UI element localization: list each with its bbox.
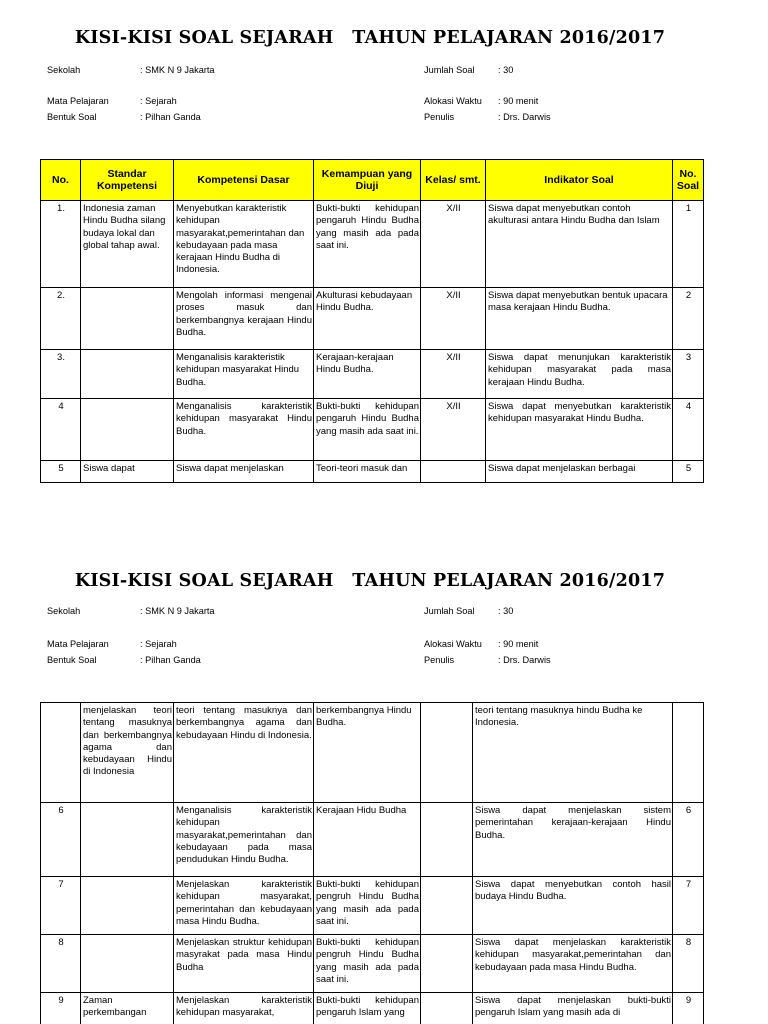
cell-kemampuan: Kerajaan-kerajaan Hindu Budha. — [314, 350, 421, 399]
cell-kemampuan: Kerajaan Hidu Budha — [314, 803, 421, 877]
table-row — [41, 703, 704, 803]
meta-value-alokasi-waktu: : 90 menit — [498, 639, 539, 649]
cell-kemampuan: Bukti-bukti kehidupan pengaruh Islam yang — [314, 993, 421, 1024]
meta-value-sekolah: : SMK N 9 Jakarta — [140, 65, 215, 75]
meta-label-alokasi-waktu: Alokasi Waktu — [424, 96, 482, 106]
cell-kemampuan: berkembangnya Hindu Budha. — [314, 703, 421, 803]
meta-value-penulis: : Drs. Darwis — [498, 112, 551, 122]
cell-kelas — [421, 461, 486, 483]
meta-label-mata-pelajaran: Mata Pelajaran — [47, 639, 109, 649]
cell-kompetensi-dasar: Menjelaskan struktur kehidupan masyrakat pada masa Hindu Budha — [174, 935, 314, 993]
cell-no-soal — [673, 703, 704, 803]
cell-standar-kompetensi — [81, 350, 174, 399]
header-kelas-smt: Kelas/ smt. — [421, 160, 486, 201]
meta-value-alokasi-waktu: : 90 menit — [498, 96, 539, 106]
cell-indikator: Siswa dapat menyebutkan contoh akulturasi antara Hindu Budha dan Islam — [486, 201, 673, 288]
cell-kompetensi-dasar: Menjelaskan karakteristik kehidupan masyarakat, pemerintahan dan kebudayaan masa Hindu Budha. — [174, 877, 314, 935]
cell-standar-kompetensi — [81, 935, 174, 993]
cell-kompetensi-dasar: Siswa dapat menjelaskan — [174, 461, 314, 483]
cell-kompetensi-dasar: Mengolah informasi mengenai proses masuk dan berkembangnya kerajaan Hindu Budha. — [174, 288, 314, 350]
cell-kelas: X/II — [421, 399, 486, 461]
table-row — [41, 993, 704, 1024]
header-no: No. — [41, 160, 81, 201]
cell-kompetensi-dasar: Menganalisis karakteristik kehidupan masyarakat Hindu Budha. — [174, 399, 314, 461]
cell-indikator: Siswa dapat menjelaskan karakteristik kehidupan masyarakat,pemerintahan dan kebudayaan pada masa Hindu Budha. — [473, 935, 673, 993]
cell-indikator: Siswa dapat menjelaskan berbagai — [486, 461, 673, 483]
meta-label-bentuk-soal: Bentuk Soal — [47, 112, 97, 122]
meta-label-sekolah: Sekolah — [47, 65, 81, 75]
cell-no-soal: 8 — [673, 935, 704, 993]
table-row — [41, 288, 704, 350]
meta-label-mata-pelajaran: Mata Pelajaran — [47, 96, 109, 106]
cell-kompetensi-dasar: Menjelaskan karakteristik kehidupan masyarakat, — [174, 993, 314, 1024]
document-page-1 — [0, 0, 768, 500]
cell-kompetensi-dasar: Menyebutkan karakteristik kehidupan masyarakat,pemerintahan dan kebudayaan pada masa kerajaan Hindu Budha di Indonesia. — [174, 201, 314, 288]
cell-no — [41, 703, 81, 803]
cell-no-soal: 1 — [673, 201, 704, 288]
cell-indikator: Siswa dapat menyebutkan bentuk upacara masa kerajaan Hindu Budha. — [486, 288, 673, 350]
cell-kemampuan: Bukti-bukti kehidupan pengaruh Hindu Budha yang masih ada saat ini. — [314, 399, 421, 461]
cell-indikator: Siswa dapat menjelaskan sistem pemerintahan kerajaan-kerajaan Hindu Budha. — [473, 803, 673, 877]
cell-standar-kompetensi — [81, 399, 174, 461]
meta-value-sekolah: : SMK N 9 Jakarta — [140, 606, 215, 616]
cell-standar-kompetensi: Indonesia zaman Hindu Budha silang budaya lokal dan global tahap awal. — [81, 201, 174, 288]
cell-standar-kompetensi: menjelaskan teori tentang masuknya dan berkembangnya agama dan kebudayaan Hindu di Indonesia — [81, 703, 174, 803]
cell-kelas — [421, 935, 473, 993]
table-row — [41, 803, 704, 877]
cell-no: 7 — [41, 877, 81, 935]
table-row — [41, 399, 704, 461]
meta-value-mata-pelajaran: : Sejarah — [140, 96, 177, 106]
meta-label-bentuk-soal: Bentuk Soal — [47, 655, 97, 665]
meta-label-penulis: Penulis — [424, 112, 455, 122]
cell-indikator: Siswa dapat menjelaskan bukti-bukti pengaruh Islam yang masih ada di — [473, 993, 673, 1024]
meta-label-jumlah-soal: Jumlah Soal — [424, 65, 475, 75]
cell-standar-kompetensi — [81, 288, 174, 350]
cell-standar-kompetensi — [81, 803, 174, 877]
table-row — [41, 201, 704, 288]
document-title: KISI-KISI SOAL SEJARAH TAHUN PELAJARAN 2016/2017 — [74, 571, 666, 591]
table-row — [41, 350, 704, 399]
cell-kemampuan: Bukti-bukti kehidupan pengruh Hindu Budha yang masih ada pada saat ini. — [314, 935, 421, 993]
table-row — [41, 935, 704, 993]
cell-no: 8 — [41, 935, 81, 993]
cell-kompetensi-dasar: Menganalisis karakteristik kehidupan masyarakat Hindu Budha. — [174, 350, 314, 399]
cell-kelas — [421, 803, 473, 877]
meta-label-jumlah-soal: Jumlah Soal — [424, 606, 475, 616]
table-row — [41, 461, 704, 483]
cell-no: 6 — [41, 803, 81, 877]
cell-no-soal: 7 — [673, 877, 704, 935]
header-kemampuan-yang-diuji: Kemampuan yang Diuji — [314, 160, 421, 201]
meta-value-jumlah-soal: : 30 — [498, 606, 514, 616]
meta-value-bentuk-soal: : Pilhan Ganda — [140, 112, 201, 122]
cell-kompetensi-dasar: teori tentang masuknya dan berkembangnya agama dan kebudayaan Hindu di Indonesia. — [174, 703, 314, 803]
cell-indikator: Siswa dapat menyebutkan contoh hasil budaya Hindu Budha. — [473, 877, 673, 935]
cell-no: 3. — [41, 350, 81, 399]
cell-no: 5 — [41, 461, 81, 483]
cell-no: 4 — [41, 399, 81, 461]
meta-value-bentuk-soal: : Pilhan Ganda — [140, 655, 201, 665]
cell-standar-kompetensi: Siswa dapat — [81, 461, 174, 483]
meta-label-penulis: Penulis — [424, 655, 455, 665]
cell-no-soal: 2 — [673, 288, 704, 350]
cell-standar-kompetensi: Zaman perkembangan — [81, 993, 174, 1024]
header-indikator-soal: Indikator Soal — [486, 160, 673, 201]
cell-no: 9 — [41, 993, 81, 1024]
cell-kemampuan: Bukti-bukti kehidupan pengaruh Hindu Budha yang masih ada pada saat ini. — [314, 201, 421, 288]
cell-kelas: X/II — [421, 288, 486, 350]
header-no-soal: No. Soal — [673, 160, 704, 201]
cell-no: 2. — [41, 288, 81, 350]
cell-no-soal: 9 — [673, 993, 704, 1024]
cell-kompetensi-dasar: Menganalisis karakteristik kehidupan masyarakat,pemerintahan dan kebudayaan pada masa pendudukan Hindu Budha. — [174, 803, 314, 877]
document-title: KISI-KISI SOAL SEJARAH TAHUN PELAJARAN 2016/2017 — [74, 28, 666, 48]
cell-no: 1. — [41, 201, 81, 288]
cell-kelas: X/II — [421, 201, 486, 288]
cell-indikator: Siswa dapat menyebutkan karakteristik kehidupan masyarakat Hindu Budha. — [486, 399, 673, 461]
meta-value-jumlah-soal: : 30 — [498, 65, 514, 75]
kisi-kisi-table-page-2 — [40, 702, 704, 1024]
meta-value-penulis: : Drs. Darwis — [498, 655, 551, 665]
header-kompetensi-dasar: Kompetensi Dasar — [174, 160, 314, 201]
cell-kemampuan: Akulturasi kebudayaan Hindu Budha. — [314, 288, 421, 350]
cell-no-soal: 5 — [673, 461, 704, 483]
table-row — [41, 877, 704, 935]
kisi-kisi-table-page-1 — [40, 159, 704, 483]
cell-no-soal: 6 — [673, 803, 704, 877]
cell-indikator: Siswa dapat menunjukan karakteristik kehidupan masyarakat pada masa kerajaan Hindu Budha. — [486, 350, 673, 399]
cell-indikator: teori tentang masuknya hindu Budha ke Indonesia. — [473, 703, 673, 803]
meta-label-sekolah: Sekolah — [47, 606, 81, 616]
meta-value-mata-pelajaran: : Sejarah — [140, 639, 177, 649]
meta-label-alokasi-waktu: Alokasi Waktu — [424, 639, 482, 649]
cell-no-soal: 4 — [673, 399, 704, 461]
cell-standar-kompetensi — [81, 877, 174, 935]
header-standar-kompetensi: Standar Kompetensi — [81, 160, 174, 201]
document-page-2 — [0, 543, 768, 1024]
table-header-row — [41, 160, 704, 201]
cell-no-soal: 3 — [673, 350, 704, 399]
cell-kelas: X/II — [421, 350, 486, 399]
cell-kelas — [421, 703, 473, 803]
cell-kelas — [421, 877, 473, 935]
cell-kelas — [421, 993, 473, 1024]
cell-kemampuan: Bukti-bukti kehidupan pengruh Hindu Budha yang masih ada pada saat ini. — [314, 877, 421, 935]
cell-kemampuan: Teori-teori masuk dan — [314, 461, 421, 483]
